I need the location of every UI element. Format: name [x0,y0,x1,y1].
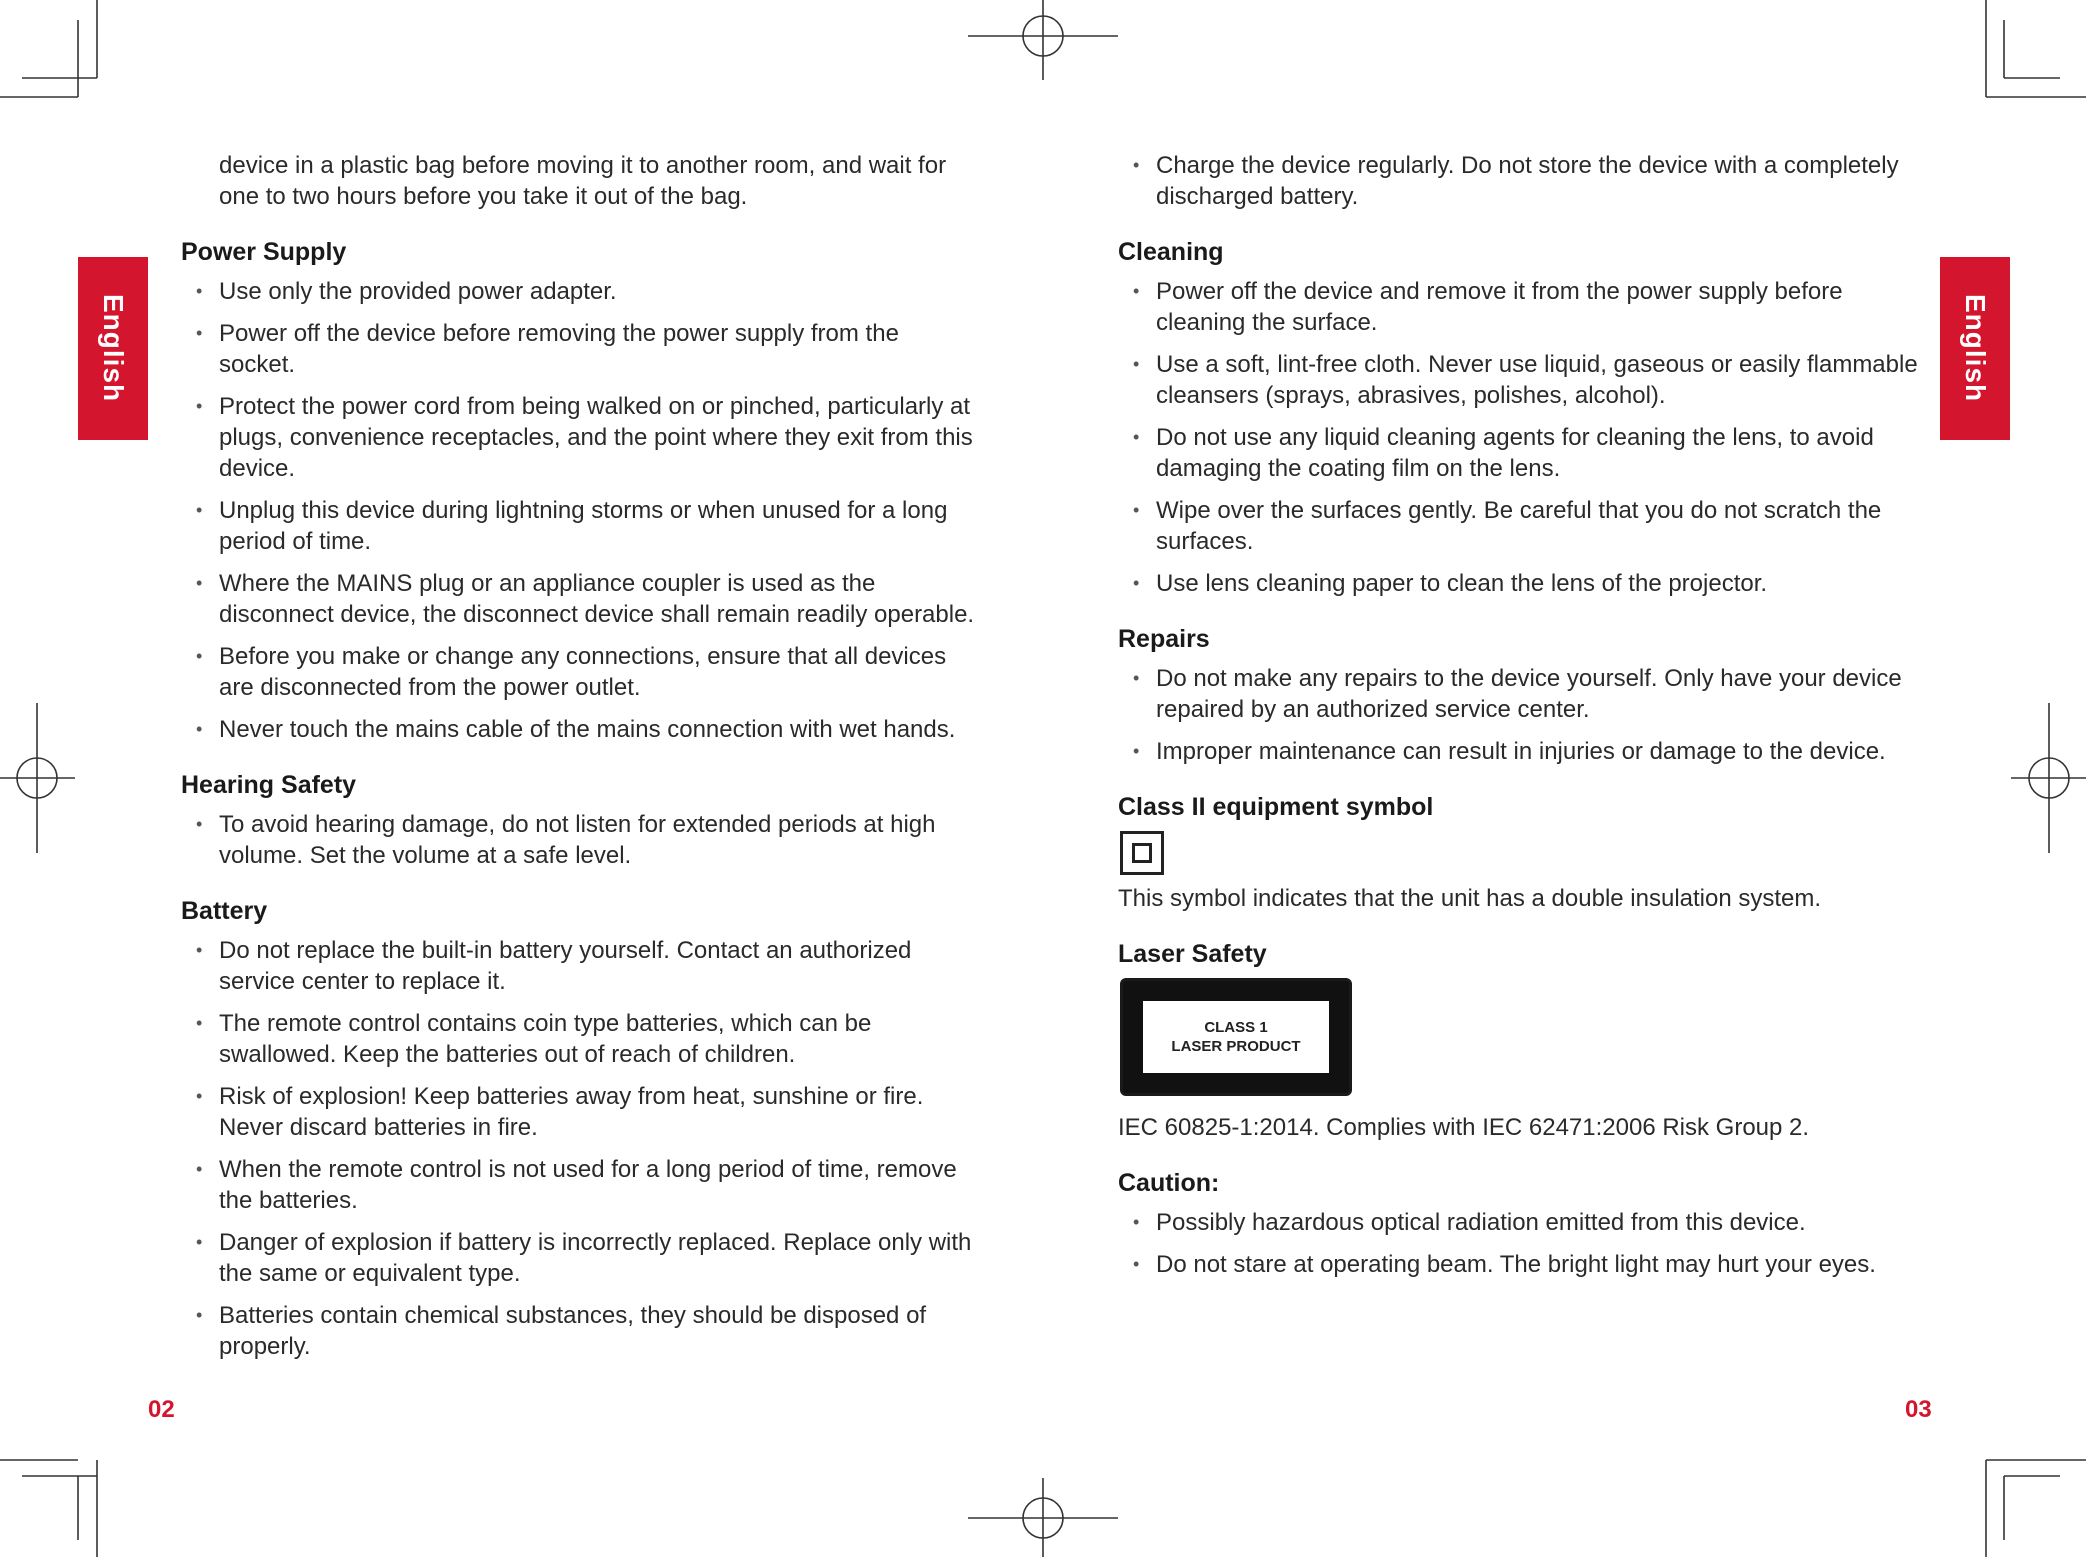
bullet-list [181,276,981,745]
caution-section [1118,1167,1918,1280]
list-item: • Use lens cleaning paper to clean the lens of the projector. [1118,568,1918,599]
laser-class-line: CLASS 1 [1204,1019,1268,1036]
list-item: • Danger of explosion if battery is incorrectly replaced. Replace only with the same or equivalent type. [181,1227,981,1289]
page-number-right: 03 [1905,1396,1932,1423]
language-tab-label: English [98,294,129,403]
bullet-list [181,809,981,871]
section-title: Cleaning [1118,238,1224,266]
bullet-list [1118,150,1918,212]
bullet-list [181,935,981,1362]
list-item: • Use only the provided power adapter. [181,276,981,307]
bullet-list [1118,663,1918,767]
list-item: • The remote control contains coin type batteries, which can be swallowed. Keep the batteries out of reach of children. [181,1008,981,1070]
language-tab-left [78,257,148,440]
list-item: • Power off the device and remove it from the power supply before cleaning the surface. [1118,276,1918,338]
list-item: • Unplug this device during lightning storms or when unused for a long period of time. [181,495,981,557]
laser-compliance-text: IEC 60825-1:2014. Complies with IEC 62471:2006 Risk Group 2. [1118,1114,1810,1141]
repairs-section [1118,623,1918,767]
list-item: • Charge the device regularly. Do not store the device with a completely discharged battery. [1118,150,1918,212]
laser-label-text [1143,1001,1329,1073]
list-item: • Do not stare at operating beam. The bright light may hurt your eyes. [1118,1249,1918,1280]
list-item: • Before you make or change any connections, ensure that all devices are disconnected from the power outlet. [181,641,981,703]
list-item: • Do not make any repairs to the device yourself. Only have your device repaired by an authorized service center. [1118,663,1918,725]
continued-list [1118,150,1918,212]
list-item: • Do not replace the built-in battery yourself. Contact an authorized service center to replace it. [181,935,981,997]
list-item: • Possibly hazardous optical radiation emitted from this device. [1118,1207,1918,1238]
list-item: • Risk of explosion! Keep batteries away from heat, sunshine or fire. Never discard batteries in fire. [181,1081,981,1143]
continued-paragraph: device in a plastic bag before moving it to another room, and wait for one to two hours before you take it out of the bag. [219,152,947,210]
list-item: • To avoid hearing damage, do not listen for extended periods at high volume. Set the volume at a safe level. [181,809,981,871]
class2-section [1118,791,1918,914]
section-title: Hearing Safety [181,771,357,799]
list-item: • Wipe over the surfaces gently. Be careful that you do not scratch the surfaces. [1118,495,1918,557]
language-tab-label: English [1960,294,1991,403]
list-item: • Do not use any liquid cleaning agents for cleaning the lens, to avoid damaging the coating film on the lens. [1118,422,1918,484]
battery-section [181,895,981,1362]
page-number-left: 02 [148,1396,175,1423]
list-item: • Where the MAINS plug or an appliance coupler is used as the disconnect device, the disconnect device shall remain readily operable. [181,568,981,630]
section-title: Laser Safety [1118,940,1267,968]
section-title: Class II equipment symbol [1118,793,1434,821]
class2-description: This symbol indicates that the unit has a double insulation system. [1118,885,1822,912]
list-item: • When the remote control is not used for a long period of time, remove the batteries. [181,1154,981,1216]
section-title: Power Supply [181,238,347,266]
language-tab-right [1940,257,2010,440]
section-title: Battery [181,897,268,925]
laser-product-line: LASER PRODUCT [1171,1038,1301,1055]
left-page-content [181,150,981,1386]
list-item: • Batteries contain chemical substances, they should be disposed of properly. [181,1300,981,1362]
power-supply-section [181,236,981,745]
section-title: Repairs [1118,625,1210,653]
list-item: • Protect the power cord from being walked on or pinched, particularly at plugs, convenience receptacles, and the point where they exit from this device. [181,391,981,484]
right-page-content [1118,150,1918,1304]
double-square-icon [1120,831,1164,875]
list-item: • Improper maintenance can result in injuries or damage to the device. [1118,736,1918,767]
section-title: Caution: [1118,1169,1220,1197]
laser-class-label [1120,978,1352,1096]
list-item: • Power off the device before removing the power supply from the socket. [181,318,981,380]
list-item: • Never touch the mains cable of the mains connection with wet hands. [181,714,981,745]
list-item: • Use a soft, lint-free cloth. Never use liquid, gaseous or easily flammable cleansers (sprays, abrasives, polishes, alcohol). [1118,349,1918,411]
cleaning-section [1118,236,1918,599]
hearing-safety-section [181,769,981,871]
laser-safety-section [1118,938,1918,1143]
bullet-list [1118,276,1918,599]
bullet-list [1118,1207,1918,1280]
